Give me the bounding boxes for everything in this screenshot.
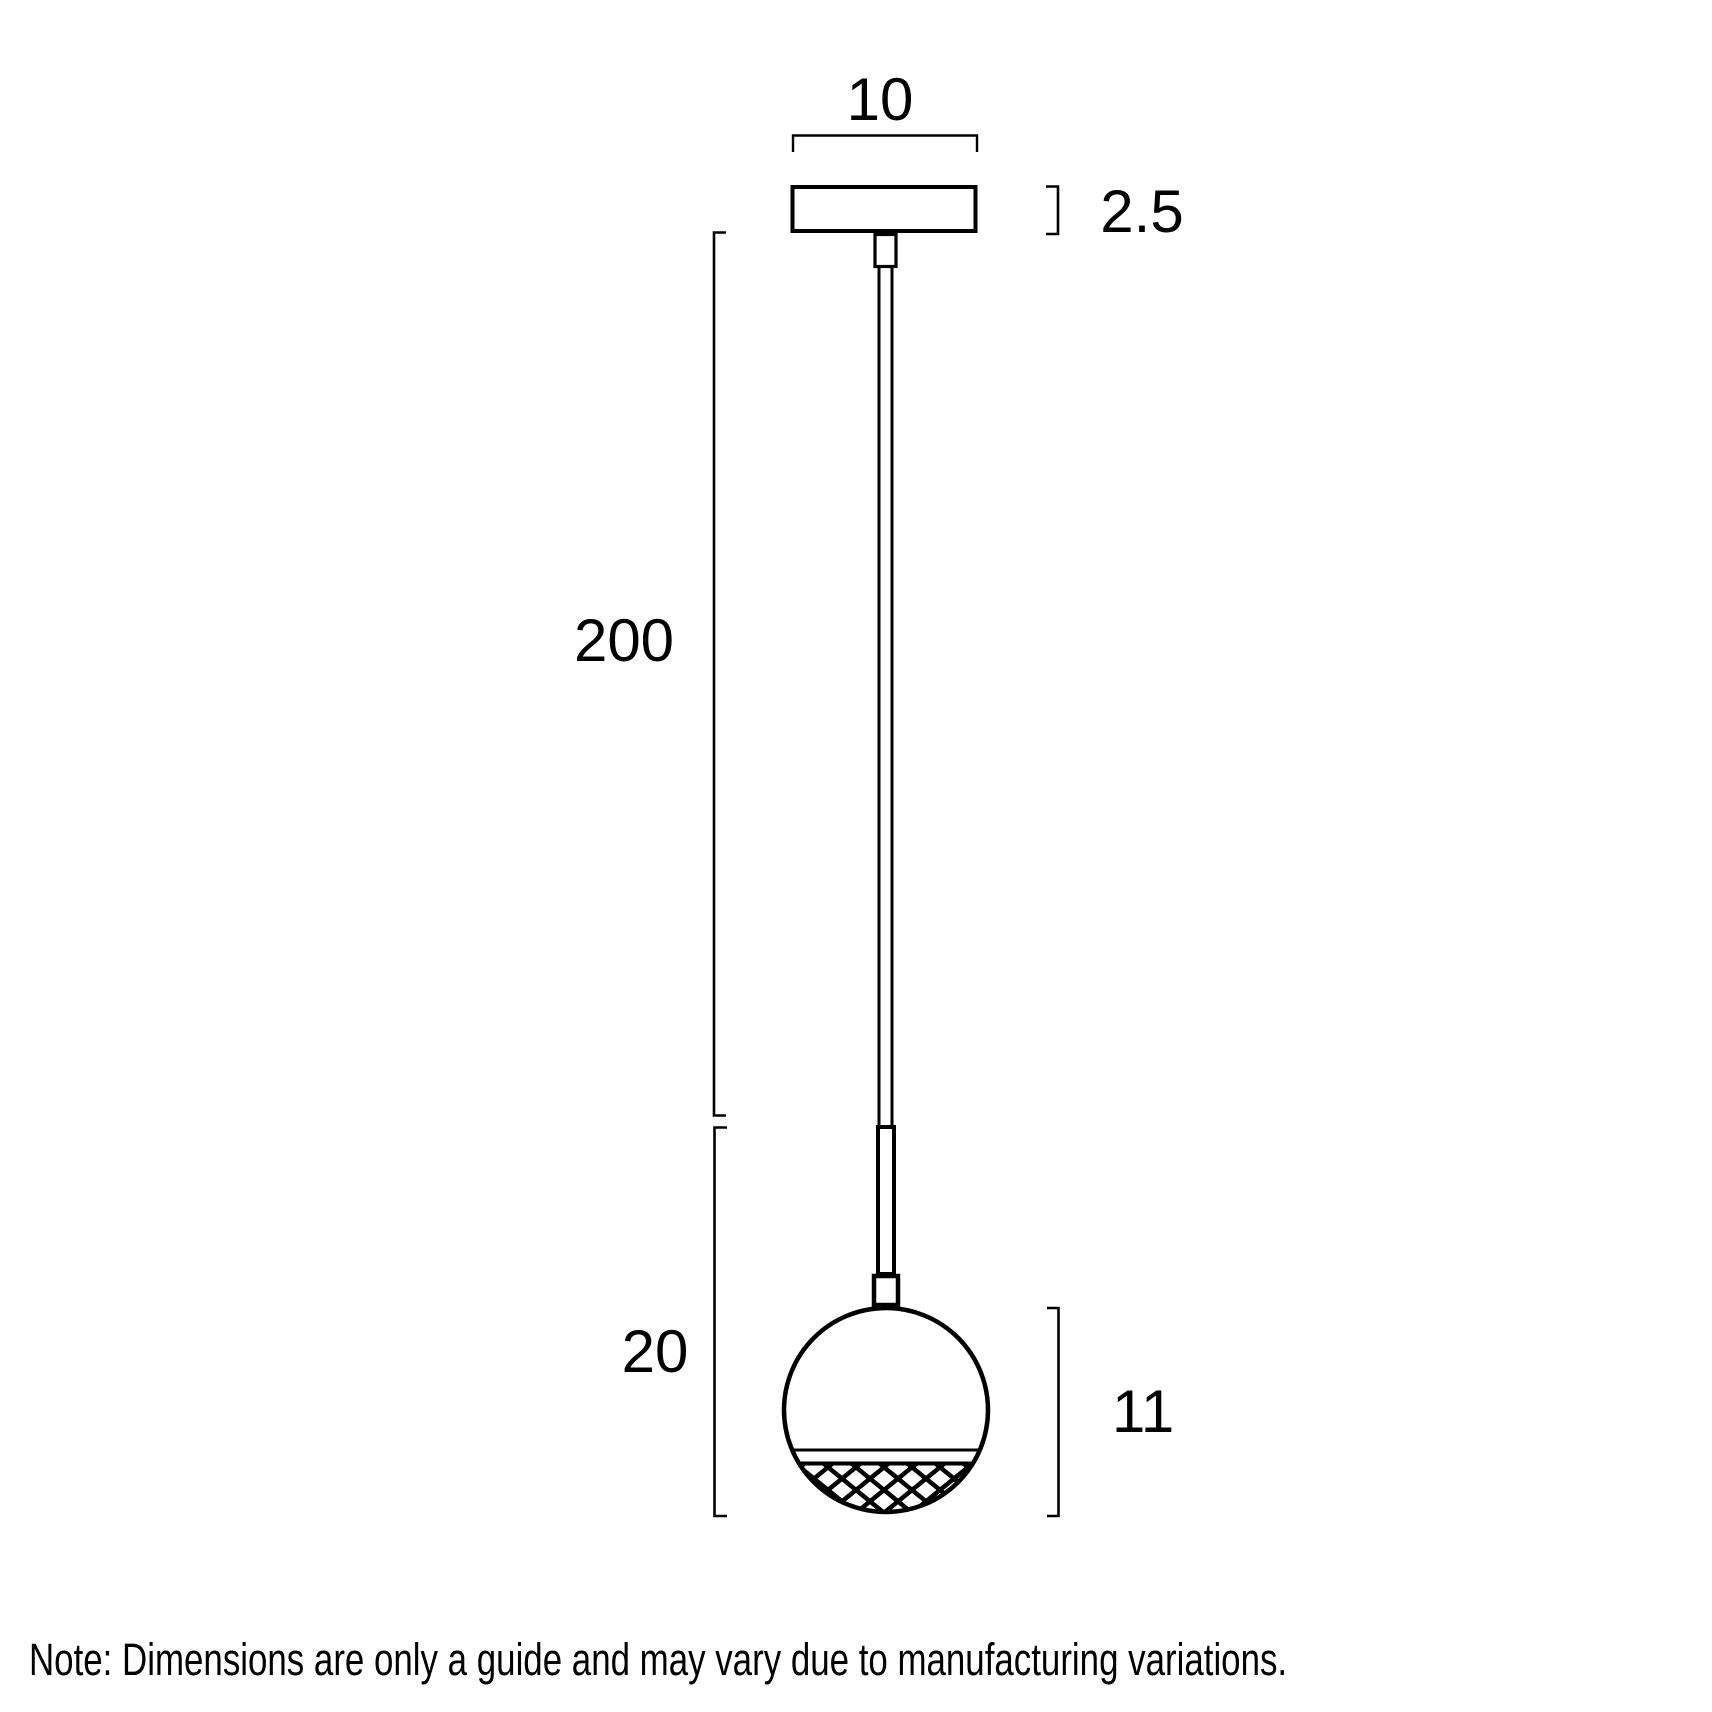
dim-label-body-height: 20	[621, 1318, 689, 1385]
dim-bracket-shade-height	[1047, 1308, 1059, 1516]
dim-label-shade-height: 11	[1112, 1378, 1175, 1445]
pendant-rod	[878, 1127, 894, 1274]
dim-bracket-body-height	[715, 1128, 728, 1517]
dim-bracket-canopy-width	[793, 136, 977, 153]
dim-bracket-suspension-length	[714, 233, 726, 1116]
dim-label-canopy-height: 2.5	[1100, 178, 1184, 245]
socket-collar	[874, 1276, 898, 1305]
canopy-stem	[875, 235, 896, 267]
dim-label-canopy-width: 10	[846, 66, 914, 133]
canopy-plate	[793, 187, 976, 231]
dim-label-suspension-length: 200	[573, 607, 675, 674]
note-text: Note: Dimensions are only a guide and may vary due to manufacturing variations.	[29, 1634, 1288, 1685]
suspension-cable	[879, 265, 892, 1129]
dim-bracket-canopy-height	[1046, 187, 1058, 235]
